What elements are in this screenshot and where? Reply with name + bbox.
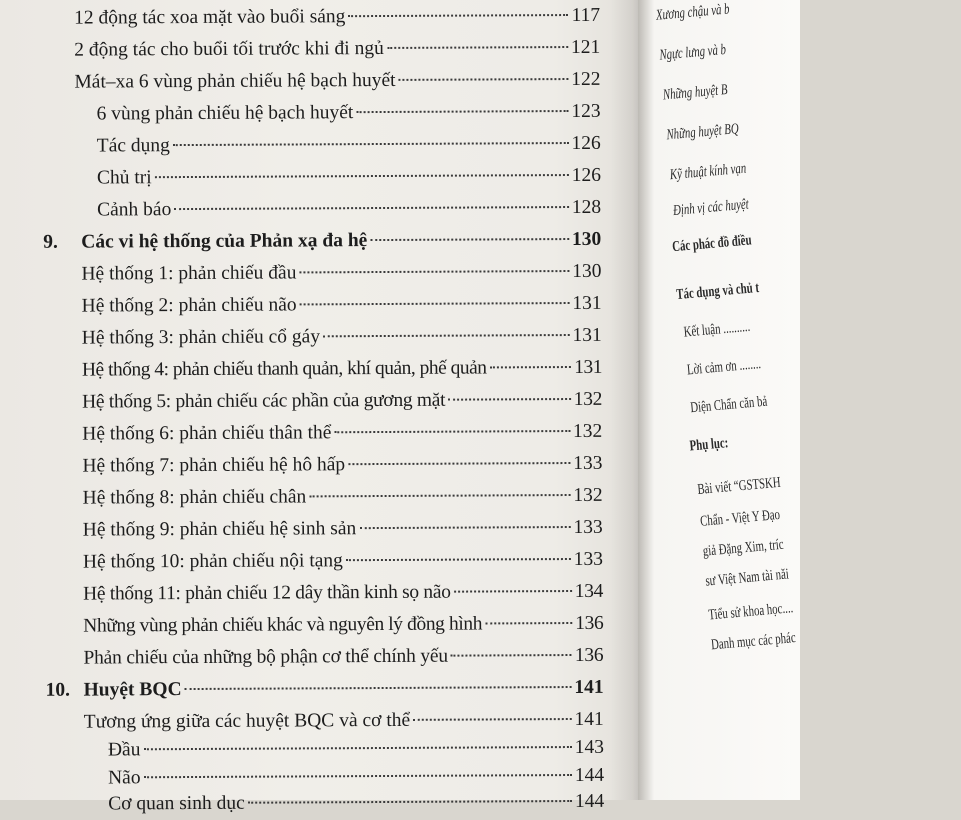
- toc-row: [83, 577, 603, 610]
- dot-leader: [173, 142, 569, 146]
- toc-row: [83, 641, 603, 674]
- toc-page-number: 144: [574, 790, 605, 813]
- dot-leader: [356, 110, 568, 113]
- toc-row: [97, 193, 601, 226]
- dot-leader: [399, 78, 569, 81]
- toc-title: Hệ thống 1: phản chiếu đầu: [81, 262, 297, 285]
- right-page-text: [652, 0, 961, 767]
- dot-leader: [299, 270, 569, 273]
- dot-leader: [300, 302, 570, 305]
- toc-title: Huyệt BQC: [83, 679, 182, 701]
- dot-leader: [348, 462, 570, 465]
- toc-title: Mát–xa 6 vùng phản chiếu hệ bạch huyết: [74, 69, 396, 93]
- dot-leader: [185, 686, 572, 690]
- toc-title: Cơ quan sinh dục: [108, 792, 245, 815]
- toc-page-number: 141: [574, 676, 604, 699]
- right-line: Kỹ thuật kính vạn: [669, 160, 747, 184]
- toc-title: Hệ thống 6: phản chiếu thân thể: [82, 422, 332, 445]
- toc-page-number: 144: [574, 764, 605, 787]
- right-line: Tác dụng và chủ t: [675, 279, 760, 304]
- right-line: Danh mục các phác: [710, 630, 797, 654]
- toc-page-number: 132: [573, 388, 603, 411]
- toc-row: [83, 609, 603, 642]
- right-line: Tiểu sử khoa học....: [707, 600, 794, 624]
- toc-row: [74, 1, 600, 34]
- toc-page-number: 132: [572, 420, 603, 443]
- dot-leader: [448, 398, 571, 401]
- toc-title: Hệ thống 2: phản chiếu não: [81, 294, 297, 317]
- toc-page-number: 126: [571, 132, 601, 155]
- toc-row: [83, 481, 603, 514]
- toc-row: [97, 129, 601, 162]
- toc-title: Hệ thống 9: phản chiếu hệ sinh sản: [82, 518, 357, 541]
- toc-page-number: 132: [573, 484, 603, 507]
- right-line: Các phác đồ điều: [671, 232, 753, 256]
- dot-leader: [348, 14, 568, 17]
- toc-chapter-row: [46, 673, 604, 706]
- right-line: giả Đặng Xim, tríc: [702, 536, 785, 560]
- chapter-number: 10.: [45, 679, 71, 701]
- dot-leader: [346, 558, 571, 561]
- toc-title: Hệ thống 11: phản chiếu 12 dây thần kinh sọ não: [83, 581, 451, 605]
- right-line: sư Việt Nam tài năi: [704, 566, 790, 590]
- right-line: Phụ lục:: [688, 435, 729, 455]
- toc-row: [82, 385, 602, 418]
- right-line: Chẩn - Việt Y Đạo: [699, 506, 781, 530]
- toc-title: Hệ thống 4: phản chiếu thanh quản, khí quản, phế quản: [81, 357, 487, 381]
- toc-page-number: 130: [571, 228, 602, 251]
- toc-page-number: 123: [571, 100, 601, 123]
- right-line: Những huyệt B: [662, 81, 729, 104]
- toc-title: Hệ thống 7: phản chiếu hệ hô hấp: [82, 454, 346, 477]
- dot-leader: [454, 590, 572, 593]
- toc-page-number: 122: [571, 68, 601, 91]
- toc-title: Những vùng phản chiếu khác và nguyên lý đồng hình: [83, 613, 483, 637]
- toc-row: [74, 33, 600, 66]
- dot-leader: [155, 174, 569, 178]
- right-page: [638, 0, 800, 800]
- toc-row: [82, 289, 602, 322]
- toc-title: Não: [108, 767, 141, 789]
- toc-page-number: 131: [572, 324, 602, 347]
- toc-page-number: 131: [572, 292, 602, 315]
- toc-page-number: 136: [574, 644, 604, 666]
- dot-leader: [359, 526, 570, 529]
- toc-page-number: 130: [572, 260, 602, 283]
- toc-page-number: 143: [574, 736, 604, 759]
- toc-title: Hệ thống 8: phản chiếu chân: [82, 486, 307, 509]
- toc-title: Tác dụng: [96, 135, 170, 157]
- toc-page-number: 136: [575, 612, 604, 634]
- right-line: Xương chậu và b: [655, 1, 731, 24]
- dot-leader: [413, 718, 571, 721]
- right-line: Ngực lưng và b: [658, 41, 727, 64]
- toc-page-number: 121: [570, 36, 601, 59]
- toc-row: [82, 353, 602, 386]
- dot-leader: [323, 334, 569, 337]
- toc-page-number: 133: [573, 516, 603, 539]
- dot-leader: [451, 654, 572, 657]
- dot-leader: [334, 430, 570, 433]
- toc-page-number: 134: [574, 580, 604, 602]
- toc-title: Các vi hệ thống của Phản xạ đa hệ: [81, 230, 368, 253]
- toc-chapter-row: [43, 225, 601, 258]
- toc-title: Tương ứng giữa các huyệt BQC và cơ thể: [83, 709, 411, 733]
- chapter-number: 9.: [43, 231, 58, 253]
- right-line: Diện Chẩn căn bả: [689, 393, 768, 417]
- dot-leader: [143, 746, 571, 750]
- toc-page-number: 133: [573, 548, 603, 571]
- dot-leader: [309, 494, 570, 497]
- toc-page-number: 126: [571, 164, 601, 187]
- dot-leader: [370, 238, 569, 241]
- toc-page-number: 141: [574, 708, 604, 731]
- toc-row: [108, 787, 604, 820]
- toc-page-number: 128: [571, 196, 602, 219]
- toc-row: [81, 257, 601, 290]
- dot-leader: [248, 800, 572, 804]
- toc-row: [82, 417, 602, 450]
- dot-leader: [485, 622, 572, 624]
- toc-title: Chủ trị: [96, 167, 152, 189]
- toc-title: 6 vùng phản chiếu hệ bạch huyết: [96, 102, 354, 125]
- toc-row: [97, 161, 601, 194]
- toc-title: 12 động tác xoa mặt vào buổi sáng: [74, 6, 346, 29]
- right-line: Định vị các huyệt: [672, 196, 750, 220]
- right-line: Kết luận ..........: [683, 318, 751, 341]
- toc-row: [83, 545, 603, 578]
- toc-row: [97, 97, 601, 130]
- right-line: Bài viết “GSTSKH: [696, 474, 782, 498]
- toc-title: Cảnh báo: [97, 199, 172, 221]
- toc-title: Hệ thống 3: phản chiếu cổ gáy: [81, 326, 321, 349]
- dot-leader: [144, 774, 572, 778]
- right-line: Những huyệt BQ: [665, 121, 740, 144]
- right-line: Lời cảm ơn ........: [686, 356, 762, 379]
- toc-title: Đầu: [107, 739, 141, 761]
- toc-page-number: 117: [571, 4, 601, 27]
- toc-title: Hệ thống 10: phản chiếu nội tạng: [82, 550, 343, 573]
- toc-row: [82, 321, 602, 354]
- dot-leader: [387, 46, 568, 49]
- dot-leader: [490, 366, 572, 368]
- toc-page-number: 131: [574, 356, 602, 378]
- toc-row: [74, 65, 600, 98]
- toc-title: Phản chiếu của những bộ phận cơ thể chính yếu: [83, 645, 448, 669]
- dot-leader: [174, 206, 569, 210]
- toc-row: [82, 449, 602, 482]
- toc-title: 2 động tác cho buổi tối trước khi đi ngủ: [74, 37, 384, 61]
- toc-page-number: 133: [573, 452, 603, 475]
- toc-title: Hệ thống 5: phản chiếu các phần của gương mặt: [82, 389, 446, 413]
- toc-row: [83, 513, 603, 546]
